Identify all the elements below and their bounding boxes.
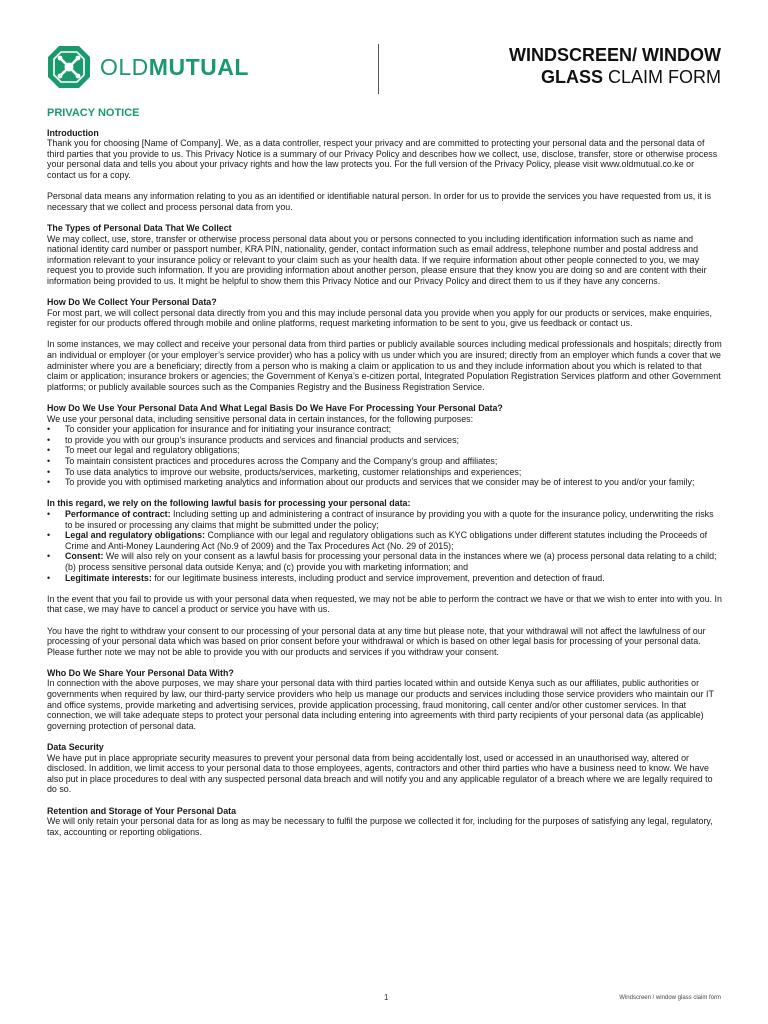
spacer — [47, 392, 723, 403]
spacer — [47, 731, 723, 742]
spacer — [47, 212, 723, 223]
purposes-list — [47, 424, 723, 488]
section-heading-introduction: Introduction — [47, 127, 99, 138]
list-item-term: Legitimate interests: — [65, 572, 152, 583]
list-item — [47, 509, 723, 530]
form-title-line2-rest: CLAIM FORM — [602, 67, 721, 87]
logo-wordmark — [100, 54, 249, 81]
list-item: • To provide you with optimised marketing analytics and information about our products and services that we consider may be of interest to you and/or your family; — [47, 477, 723, 488]
privacy-notice — [47, 108, 723, 837]
paragraph: For most part, we will collect personal data directly from you and this may include personal data you provide when you apply for our products or services, make enquiries, register for our products offered through mobile and online platforms, request marketing information to be sent to you, give us feedback or contact us. — [47, 307, 712, 329]
section-heading-types: The Types of Personal Data That We Collect — [47, 222, 232, 233]
spacer — [47, 583, 723, 594]
section-heading-lawful-basis: In this regard, we rely on the following lawful basis for processing your personal data: — [47, 498, 411, 509]
list-item-term: Legal and regulatory obligations: — [65, 530, 206, 541]
list-item — [47, 551, 723, 572]
spacer — [47, 181, 723, 192]
page-number: 1 — [384, 993, 389, 1002]
form-title-line1: WINDSCREEN/ WINDOW — [509, 45, 721, 65]
form-title — [509, 44, 721, 88]
footer-doc-label: Windscreen / window glass claim form — [619, 995, 721, 1001]
paragraph: In connection with the above purposes, we may share your personal data with third parties located within and outside Kenya such as our affiliates, public authorities or governments when required by law, our third-party service providers who help us manage our products and services including those service providers who maintain our IT and office systems, provide marketing and advertising services, provide application processing, fraud monitoring, call center and/or other customer services. In that connection, we will take adequate steps to protect your personal data including entering into agreements with third party recipients of your personal data (as applicable) governing protection of personal data. — [47, 678, 714, 731]
old-mutual-emblem-icon — [46, 44, 92, 90]
lawful-basis-list — [47, 509, 723, 583]
list-item-text: Including setting up and administering a contract of insurance by providing you with a quote for the insurance policy, underwriting the risks to be insured or processing any claims that might be submitted under the policy; — [65, 508, 714, 530]
list-item: • to provide you with our group’s insurance products and services and financial products and services; — [47, 435, 723, 446]
logo-text-light: OLD — [100, 53, 149, 80]
paragraph: You have the right to withdraw your consent to our processing of your personal data at any time but please note, that your withdrawal will not affect the lawfulness of our processing of your personal data which was based on prior consent before your withdrawal or which is based on other legal basis for processing of your personal data. Please further note we may not be able to provide you with our products and services if you withdraw your consent. — [47, 625, 706, 657]
list-item-term: Performance of contract: — [65, 508, 171, 519]
spacer — [47, 795, 723, 806]
list-item-text: We will also rely on your consent as a lawful basis for processing your personal data in the instances where we (a) process personal data relating to a child; (b) process sensitive personal data outside Kenya; and (c) provide you with marketing information; and — [65, 551, 717, 572]
spacer — [47, 329, 723, 340]
list-item: • To maintain consistent practices and procedures across the Company and the Company’s group and affiliates; — [47, 456, 723, 467]
spacer — [47, 657, 723, 668]
list-item: • To meet our legal and regulatory obligations; — [47, 445, 723, 456]
spacer — [47, 488, 723, 499]
section-heading-share: Who Do We Share Your Personal Data With? — [47, 667, 234, 678]
paragraph: In some instances, we may collect and receive your personal data from third parties or publicly available sources including medical professionals and hospitals; directly from an individual or employer (or your employer’s service provider) who has a policy with us under which you are insured; directly from an employer which funds a cover that we administer where you are a beneficiary; directly from a person who is making a claim or application to us and they include information about you which is related to that claim or application; insurance brokers or agencies; the Government of Kenya’s e-citizen portal, Integrated Population Registration Services platform and other Government platforms; or publicly available sources such as the Companies Registry and the Business Registration Service. — [47, 339, 722, 392]
paragraph: We may collect, use, store, transfer or otherwise process personal data about you or persons connected to you including identification information such as name and national identity card number or passport number, KRA PIN, nationality, gender, contact information such as email address, telephone number and postal address and information relevant to your insurance policy or relevant to your claim such as your health data. If we require information about other people connected to you, we may request you to provide such information. If you are providing information about another person, please ensure that they know you are doing so and are content with their information being provided to us. It might be helpful to show them this Privacy Notice and our Privacy Policy and direct them to us if they have any concerns. — [47, 233, 707, 286]
list-item — [47, 530, 723, 551]
section-heading-retention: Retention and Storage of Your Personal Data — [47, 805, 237, 816]
form-title-line2-bold: GLASS — [540, 67, 603, 87]
header-divider — [378, 44, 379, 94]
paragraph: In the event that you fail to provide us with your personal data when requested, we may not be able to perform the contract we have or that we wish to enter into with you. In that case, we may have to cancel a product or service you have with us. — [47, 593, 722, 615]
section-heading-security: Data Security — [47, 742, 104, 753]
spacer — [47, 615, 723, 626]
paragraph: Personal data means any information relating to you as an identified or identifiable natural person. In order for us to provide the services you have requested from us, it is necessary that we collect and process personal data from you. — [47, 191, 712, 212]
list-item: • To use data analytics to improve our website, products/services, marketing, customer relationships and experiences; — [47, 467, 723, 478]
list-item-text: Compliance with our legal and regulatory obligations such as KYC obligations under different statutes including the Proceeds of Crime and Anti-Money Laundering Act (No.9 of 2009) and the Tax Procedures Act (No. 29 of 2015); — [65, 530, 708, 551]
old-mutual-logo — [46, 42, 286, 92]
list-item-term: Consent: — [65, 551, 104, 562]
list-item-text: for our legitimate business interests, including product and service improvement, prevention and detection of fraud. — [151, 572, 605, 583]
section-heading-collect: How Do We Collect Your Personal Data? — [47, 297, 217, 308]
list-item — [47, 573, 723, 584]
spacer — [47, 287, 723, 298]
list-item: • To consider your application for insurance and for initiating your insurance contract; — [47, 424, 723, 435]
paragraph: We will only retain your personal data for as long as may be necessary to fulfil the purpose we collected it for, including for the purposes of satisfying any legal, regulatory, tax, accounting or reporting obligations. — [47, 816, 713, 837]
form-title-line2 — [509, 66, 721, 88]
page-header — [0, 0, 768, 100]
notice-title: PRIVACY NOTICE — [47, 107, 140, 119]
section-heading-use: How Do We Use Your Personal Data And What Legal Basis Do We Have For Processing Your Personal Data? — [47, 403, 503, 414]
paragraph: Thank you for choosing [Name of Company]. We, as a data controller, respect your privacy and are committed to protecting your personal data and the personal data of third parties that you provide to us. This Privacy Notice is a summary of our Privacy Policy and describes how we collect, use, disclose, transfer, store or otherwise process your personal data and tells you about your privacy rights and how the law protects you. For the full version of the Privacy Policy, please visit www.oldmutual.co.ke or contact us for a copy. — [47, 138, 718, 180]
logo-text-bold: MUTUAL — [148, 53, 249, 80]
paragraph: We have put in place appropriate security measures to prevent your personal data from being accidentally lost, used or accessed in an unauthorised way, altered or disclosed. In addition, we limit access to your personal data to those employees, agents, contractors and other third parties who have a business need to know. We have also put in place procedures to deal with any suspected personal data breach and will notify you and any applicable regulator of a breach where we are legally required to do so. — [47, 752, 713, 795]
paragraph: We use your personal data, including sensitive personal data in certain instances, for the following purposes: — [47, 413, 474, 424]
